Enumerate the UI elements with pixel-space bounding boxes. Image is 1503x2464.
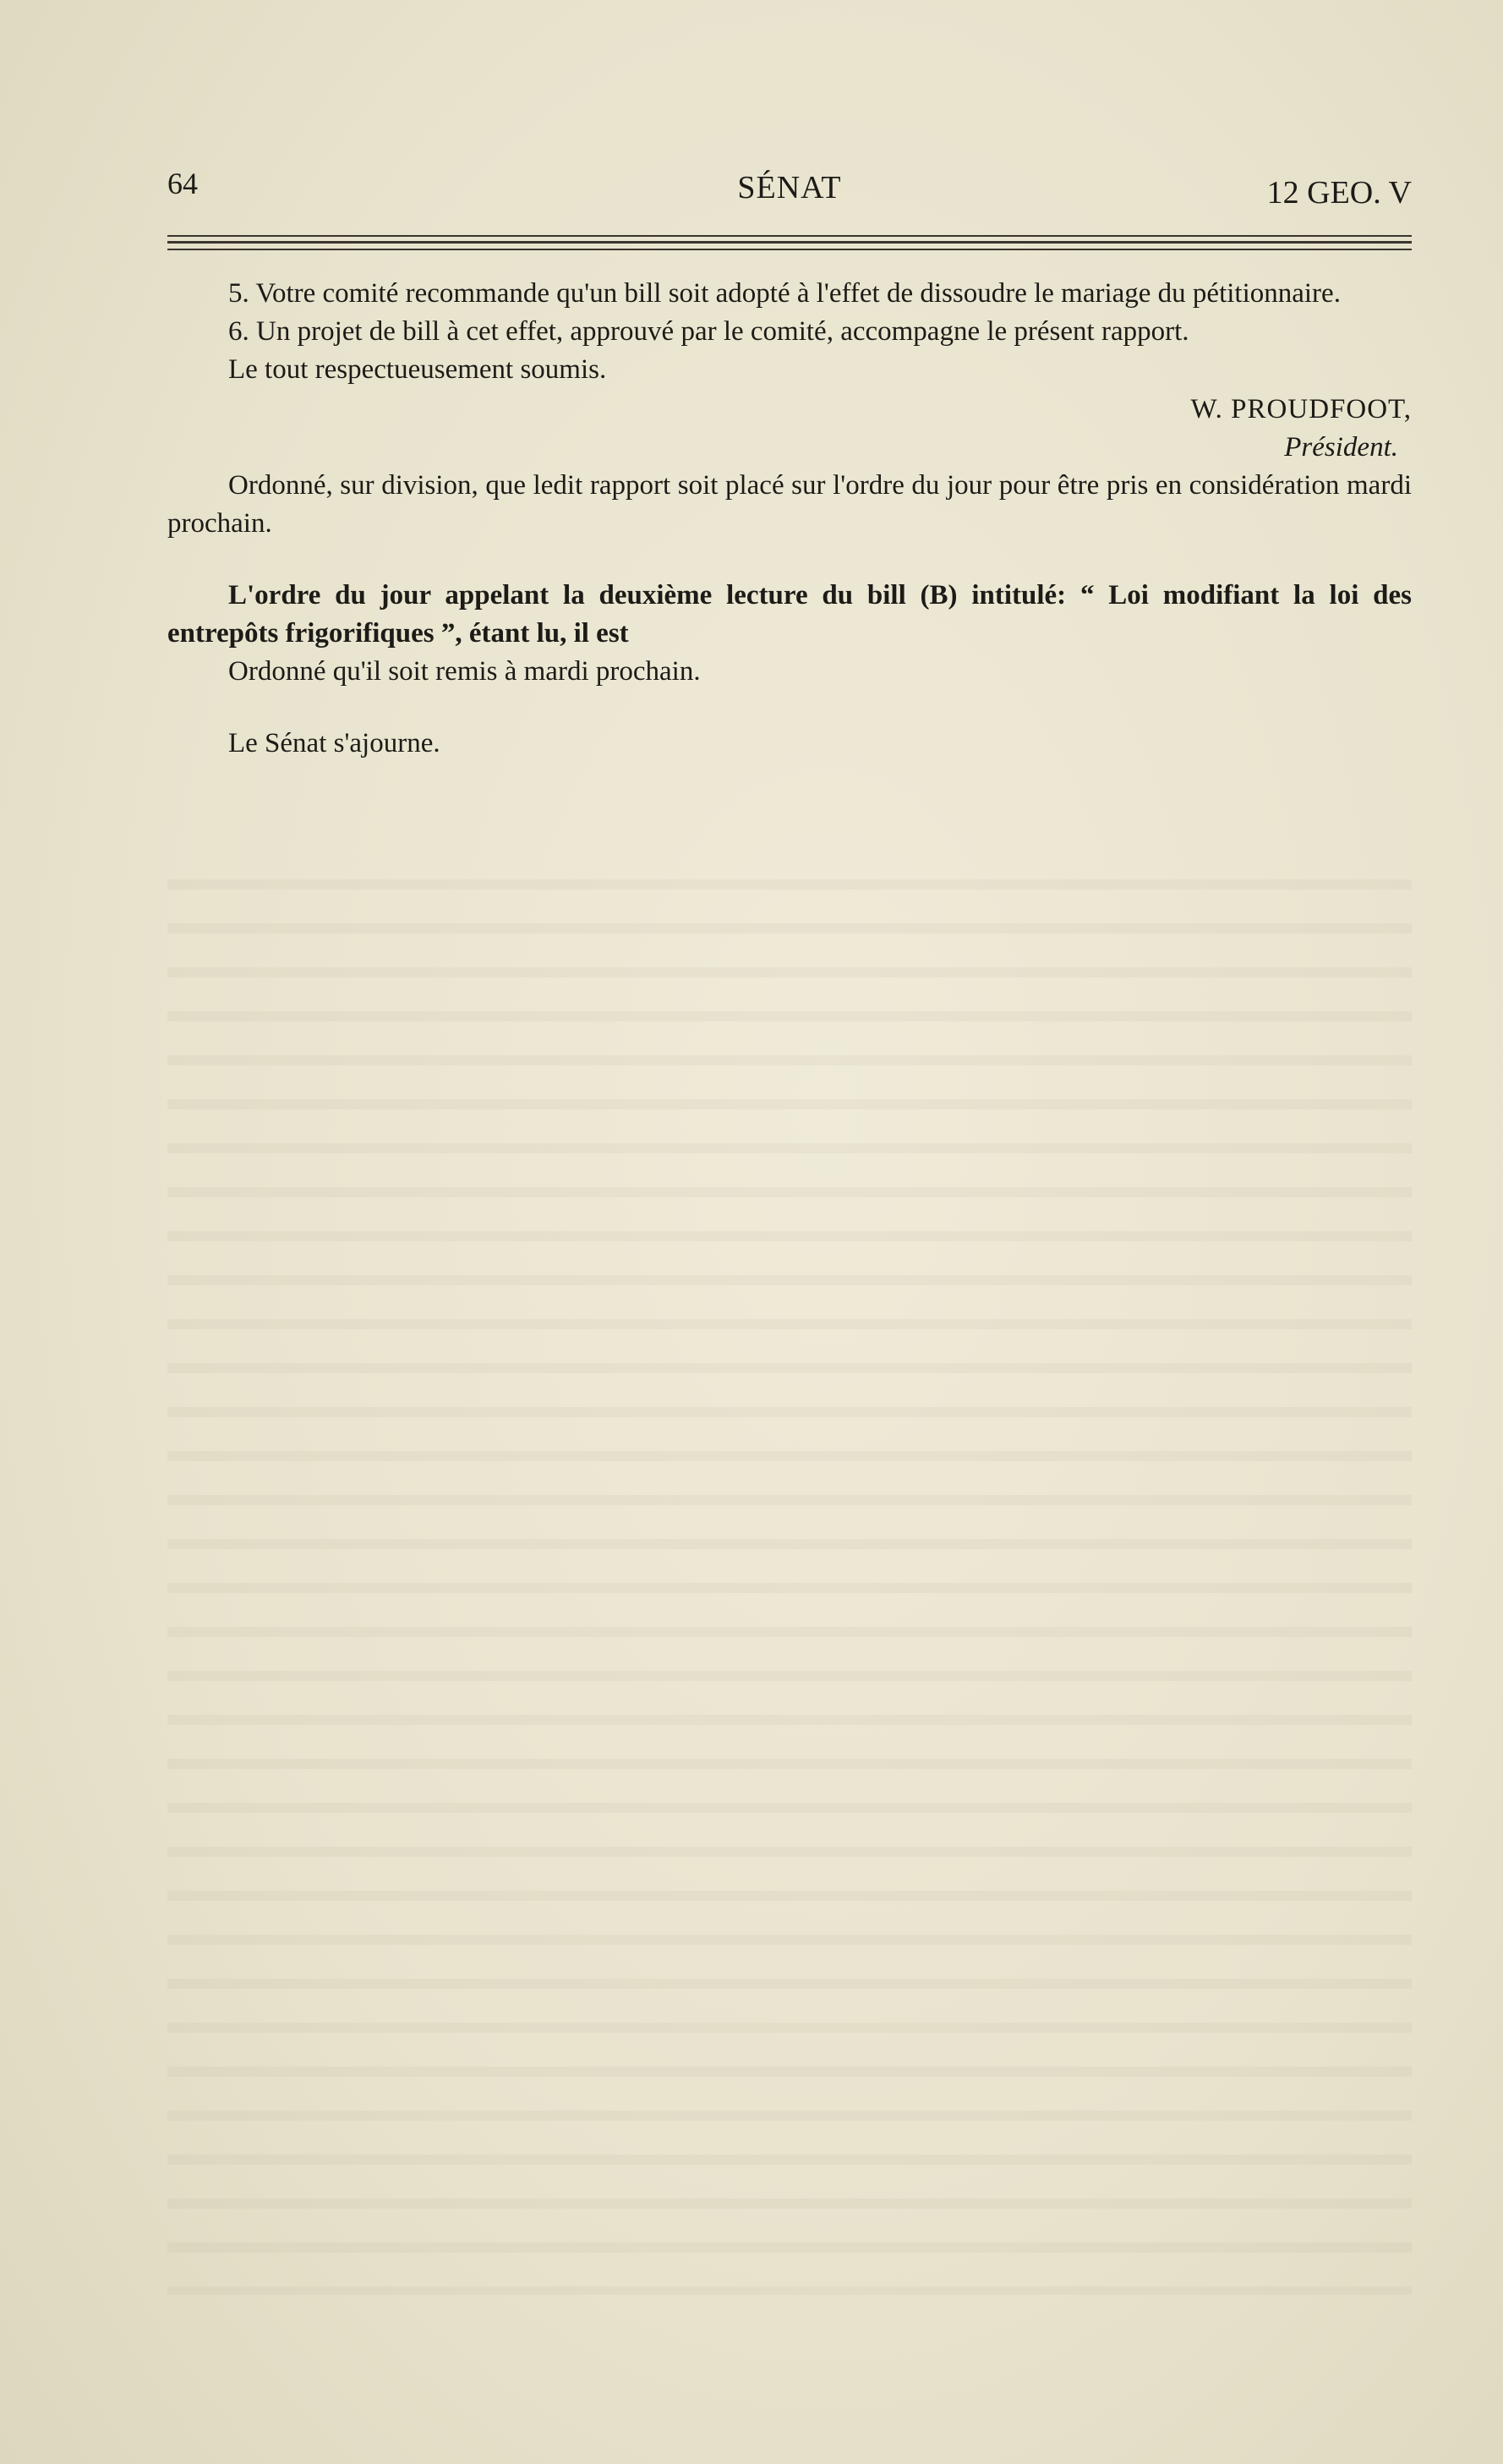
page-number: 64 xyxy=(167,167,198,200)
paragraph-postponed: Ordonné qu'il soit remis à mardi prochain. xyxy=(228,656,701,687)
paragraph-order-of-day: L'ordre du jour appelant la deuxième lecture du bill (B) intitulé: “ Loi modifiant la loi des entrepôts frigorifiques ”, étant lu, il est xyxy=(167,580,1412,649)
paragraph-bill-draft: 6. Un projet de bill à cet effet, approuvé par le comité, accompagne le présent rapport. xyxy=(228,316,1189,347)
signature-name: W. PROUDFOOT, xyxy=(1190,394,1412,424)
paragraph-order-division: Ordonné, sur division, que ledit rapport soit placé sur l'ordre du jour pour être pris en considération mardi prochain. xyxy=(167,470,1412,539)
header-rule xyxy=(167,249,1412,250)
regnal-year: 12 GEO. V xyxy=(1266,175,1412,211)
running-title: SÉNAT xyxy=(737,170,842,205)
header-rule xyxy=(167,235,1412,237)
paragraph-submission: Le tout respectueusement soumis. xyxy=(228,354,607,385)
page-body xyxy=(167,275,1412,763)
signature-title: Président. xyxy=(1284,432,1398,463)
header-rule xyxy=(167,241,1412,244)
page-header xyxy=(167,159,1412,218)
paragraph-recommendation: 5. Votre comité recommande qu'un bill soit adopté à l'effet de dissoudre le mariage du pétitionnaire. xyxy=(228,278,1341,309)
bleed-through-texture xyxy=(167,846,1412,2295)
paragraph-adjournment: Le Sénat s'ajourne. xyxy=(228,728,440,758)
